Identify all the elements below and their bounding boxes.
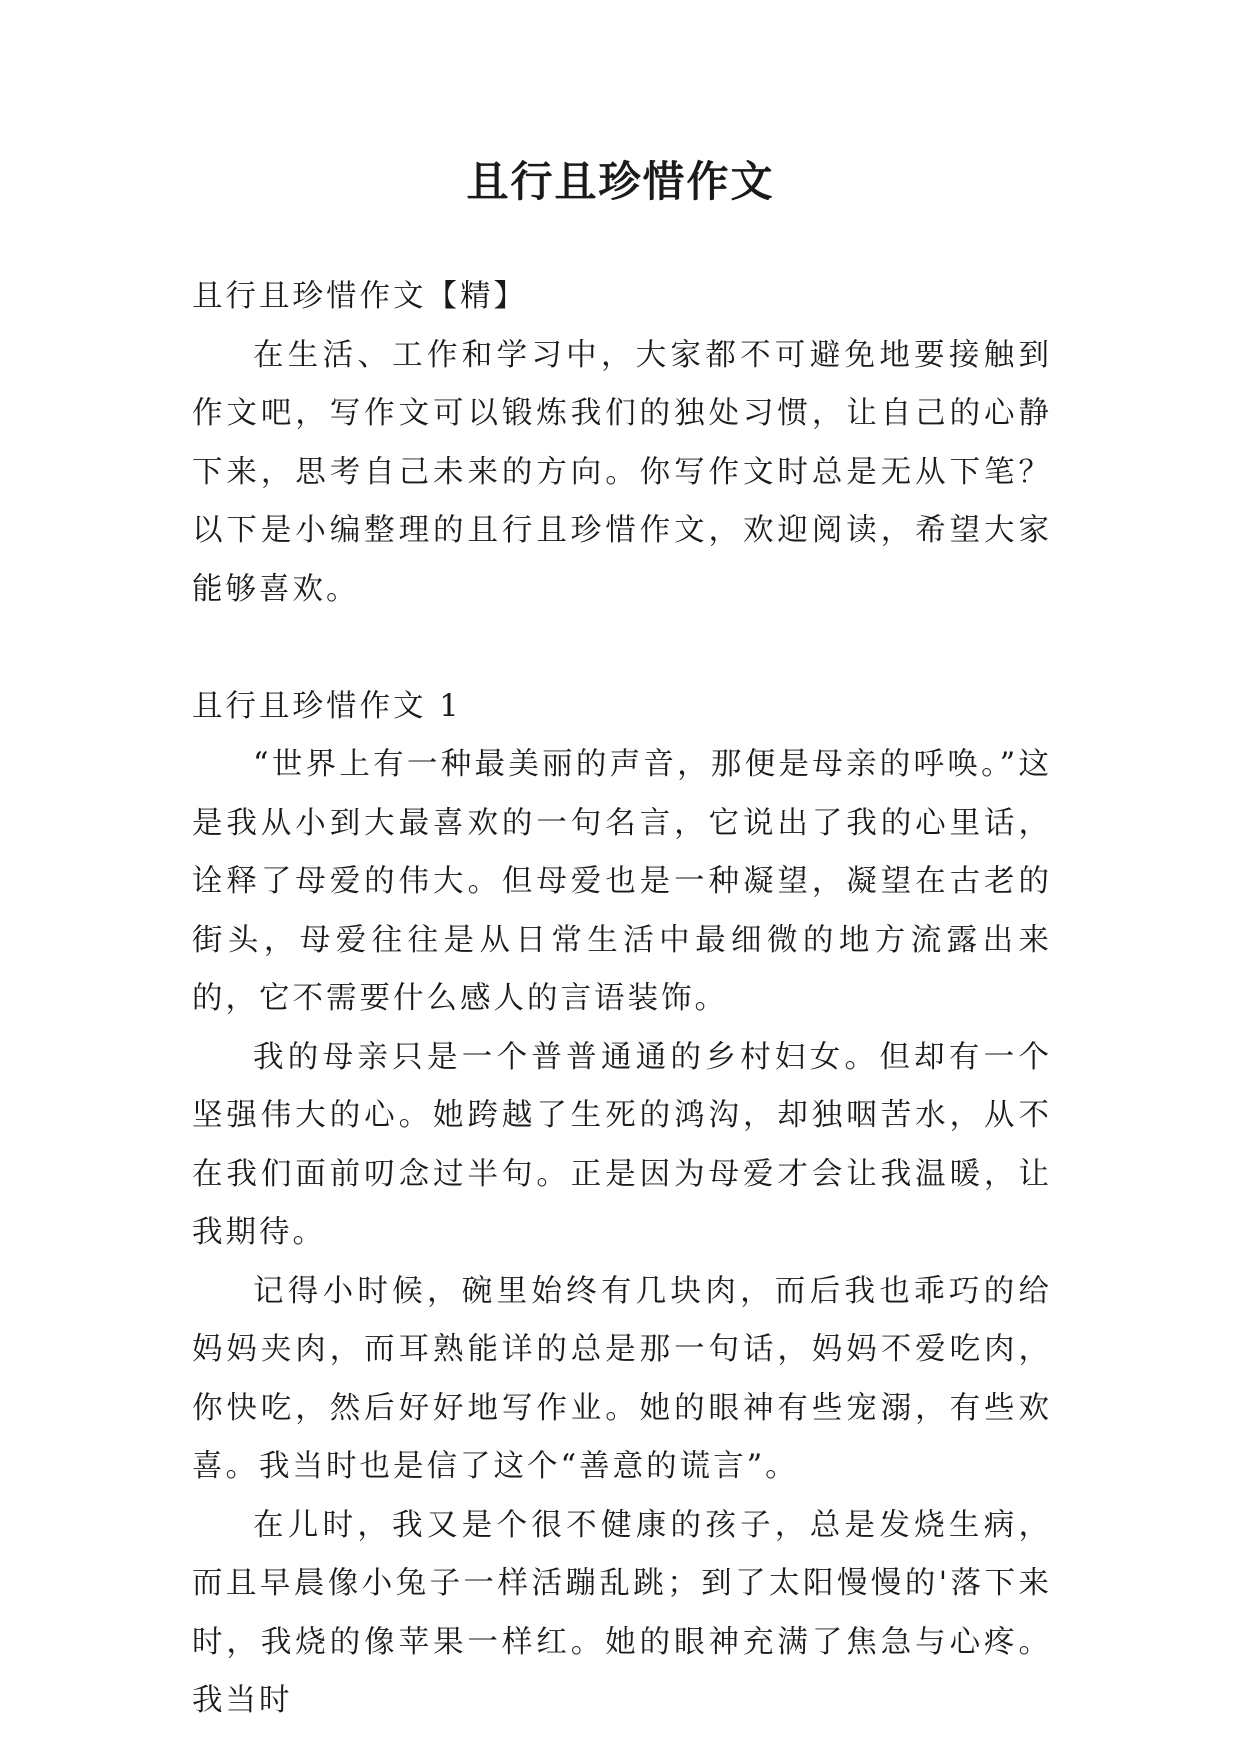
body-paragraph: “世界上有一种最美丽的声音，那便是母亲的呼唤。”这是我从小到大最喜欢的一句名言，它说出了我的心里话，诠释了母爱的伟大。但母爱也是一种凝望，凝望在古老的街头，母爱往往是从日常生活中最细微的地方流露出来的，它不需要什么感人的言语装饰。	[192, 747, 1052, 1016]
document-title: 且行且珍惜作文	[466, 157, 775, 206]
section-heading: 且行且珍惜作文 1	[192, 688, 462, 724]
body-paragraph: 记得小时候，碗里始终有几块肉，而后我也乖巧的给妈妈夹肉，而耳熟能详的总是那一句话，妈妈不爱吃肉，你快吃，然后好好地写作业。她的眼神有些宠溺，有些欢喜。我当时也是信了这个“善意的谎言”。	[192, 1273, 1052, 1484]
body-paragraph: 在儿时，我又是个很不健康的孩子，总是发烧生病，而且早晨像小兔子一样活蹦乱跳；到了太阳慢慢的'落下来时，我烧的像苹果一样红。她的眼神充满了焦急与心疼。我当时	[192, 1507, 1052, 1718]
document-subtitle: 且行且珍惜作文【精】	[192, 279, 527, 314]
body-paragraph: 我的母亲只是一个普普通通的乡村妇女。但却有一个坚强伟大的心。她跨越了生死的鸿沟，却独咽苦水，从不在我们面前叨念过半句。正是因为母爱才会让我温暖，让我期待。	[192, 1039, 1052, 1250]
section-spacer	[192, 619, 1052, 678]
intro-paragraph: 在生活、工作和学习中，大家都不可避免地要接触到作文吧，写作文可以锻炼我们的独处习惯，让自己的心静下来，思考自己未来的方向。你写作文时总是无从下笔？以下是小编整理的且行且珍惜作文，欢迎阅读，希望大家能够喜欢。	[192, 337, 1052, 607]
document-body	[192, 268, 1052, 1731]
